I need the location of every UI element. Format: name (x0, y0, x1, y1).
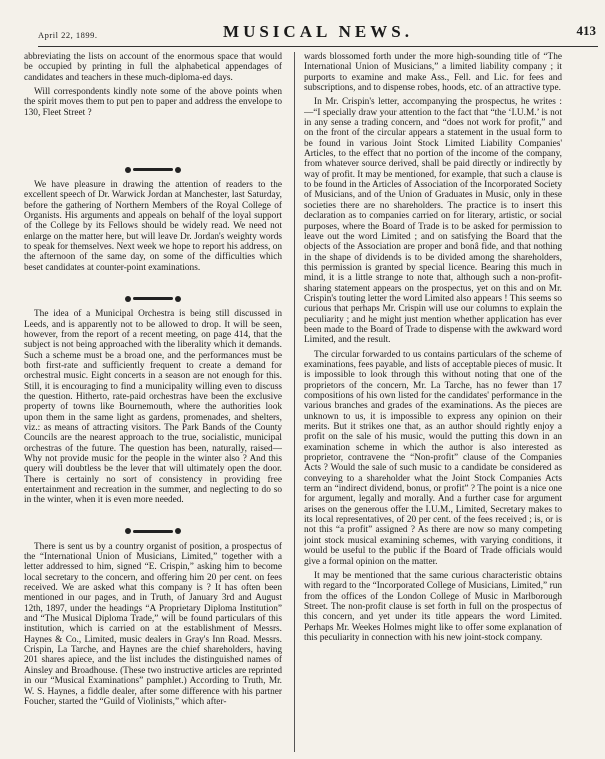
paragraph: wards blossomed forth under the more high-sounding title of “The International Union of Musicians,” a limited liability company ; it purports to examine and make Ass., Fell. and Lic. for fees and subscriptions, and to dispense robes, hoods, etc. of an attractive type. (304, 52, 562, 94)
column-rule (294, 52, 295, 752)
page-header (38, 20, 598, 47)
section-divider (24, 514, 282, 530)
paragraph: abbreviating the lists on account of the enormous space that would be occupied by printing in full the alphabetical appendages of candidates and teachers in these much-diploma-ed days. (24, 52, 282, 83)
paragraph: The circular forwarded to us contains particulars of the scheme of examinations, fees payable, and lists of acceptable pieces of music. It is impossible to look through this without noting that one of the proprietors of the concern, Mr. La Tarche, has no fewer than 17 compositions of his own listed for the candidates' performance in the various branches and grades of the examinations. As the pieces are unknown to us, it is impossible to express any opinion on their merits. But it strikes one that, as an author should rightly enjoy a profit on the sale of his music, would the putting this down in an examination scheme in which the author is also interested as proprietor, contravene the “Non-profit” clause of the Companies Acts ? Would the sale of such music to a candidate be considered as conveying to a shareholder what the Joint Stock Companies Acts term an “indirect dividend, bonus, or profit” ? The point is a nice one for argument, legally and morally. And a further case for argument arises on the generous offer the I.U.M., Limited, Secretary makes to its local representatives, of 20 per cent. of the fees received ; is, or is not this “a profit” assigned ? As there are now so many competing joint stock musical examining schemes, with varying conditions, it would be useful to the public if the Board of Trade officials would give a formal opinion on the matter. (304, 349, 562, 567)
section-divider (24, 152, 282, 168)
paragraph: The idea of a Municipal Orchestra is being still discussed in Leeds, and is apparently not to be allowed to drop. It will be seen, however, from the report of a recent meeting, on page 414, that the subject is not being approached with the liberality which it demands. Such a scheme must be a broad one, and the performances must be both first-rate and sufficiently frequent to create a demand for orchestral music. Eight concerts in a season are not enough for this. Still, it is encouraging to find a municipality willing even to discuss the question. Hitherto, rate-paid orchestras have been the exclusive property of towns like Bournemouth, where the authorities look upon them in the same light as gardens, promenades, and shelters, viz.: as means of attracting visitors. The Park Bands of the County Councils are the nearest approach to the true, socialistic, municipal orchestras of the future. The question has been, naturally, raised—Why not provide music for the people in the winter also ? And this query will doubtless be the lever that will ultimately open the door. There is certainly no sort of consistency in providing free entertainment and recreation in the summer, and neglecting to do so in the winter, when it is even more needed. (24, 309, 282, 506)
publication-title: MUSICAL NEWS. (223, 22, 413, 41)
right-column (304, 52, 562, 752)
paragraph: Will correspondents kindly note some of the above points when the spirit moves them to put pen to paper and address the envelope to 130, Fleet Street ? (24, 87, 282, 118)
issue-date: April 22, 1899. (38, 30, 98, 40)
paragraph: In Mr. Crispin's letter, accompanying the prospectus, he writes :—“I specially draw your attention to the fact that “the ‘I.U.M.’ is not in any sense a trading concern, and “does not work for profit,” and on the front of the circular appears a statement in the usual form to be found in various Joint Stock Limited Liability Companies' Articles, to the effect that no portion of the income of the company, from whatever source derived, shall be paid directly or indirectly by way of profit. It may be mentioned, for example, that such a clause is to be found in the Articles of Association of the Incorporated Society of Musicians, and of the Union of Graduates in Music, only in these societies there are no shareholders. The practice is to insert this declaration as to companies carried on for literary, artistic, or social purposes, where the Board of Trade is to be asked for permission to leave out the word Limited ; and on satisfying the Board that the objects of the Association are proper and bonâ fide, and that nothing in the shape of dividends is to be divided among the shareholders, this permission is granted by special licence. Bearing this much in mind, it is a little strange to note that, although such a non-profit-sharing statement appears on the prospectus, yet on this and on Mr. Crispin's touting letter the word Limited also appears ! This seems so curious that perhaps Mr. Crispin will use our columns to explain the peculiarity ; and he might just mention whether application has ever been made to the Board of Trade to dispense with the awkward word Limited, and the result. (304, 97, 562, 346)
left-column (24, 52, 282, 752)
paragraph: There is sent us by a country organist of position, a prospectus of the “International Union of Musicians, Limited,” together with a letter addressed to him, signed “E. Crispin,” asking him to become local secretary to the concern, and offering him 20 per cent. on fees received. We are asked what this company is ? It has often been mentioned in our pages, and in Truth, of January 3rd and August 12th, 1897, under the headings “A Proprietary Diploma Institution” and “The Musical Diploma Trade,” will be found particulars of this institution, which is carried on at the establishment of Messrs. Haynes & Co., Limited, music dealers in Gray's Inn Road. Messrs. Crispin, La Tarche, and Haynes are the chief shareholders, having 201 shares apiece, and the list includes the distinguished names of Ainsley and Broadhouse. (These two instructive articles are reprinted in our “Musical Examinations” pamphlet.) According to Truth, Mr. W. S. Haynes, a fiddle dealer, after some difference with his partner Foucher, started the “Guild of Violinists,” which after- (24, 541, 282, 707)
section-divider (24, 281, 282, 297)
paragraph: We have pleasure in drawing the attention of readers to the excellent speech of Dr. Warwick Jordan at Manchester, last Saturday, before the gathering of Northern Members of the Royal College of Organists. His arguments and appeals on behalf of the loyal support of the College by its Fellows should be widely read. We need not enlarge on the matter here, but will leave Dr. Jordan's weighty words to speak for themselves. Next week we hope to report his address, on the afternoon of the same day, on some of the difficulties which beset candidates at counter-point examinations. (24, 180, 282, 273)
page-number: 413 (576, 23, 596, 38)
paragraph: It may be mentioned that the same curious characteristic obtains with regard to the “Incorporated College of Musicians, Limited,” run from the offices of the London College of Music in Marlborough Street. The non-profit clause is set forth in full on the prospectus of this concern, and yet under its title appears the word Limited. Perhaps Mr. Weekes Holmes might like to offer some explanation of this peculiarity in connection with his new joint-stock company. (304, 570, 562, 643)
